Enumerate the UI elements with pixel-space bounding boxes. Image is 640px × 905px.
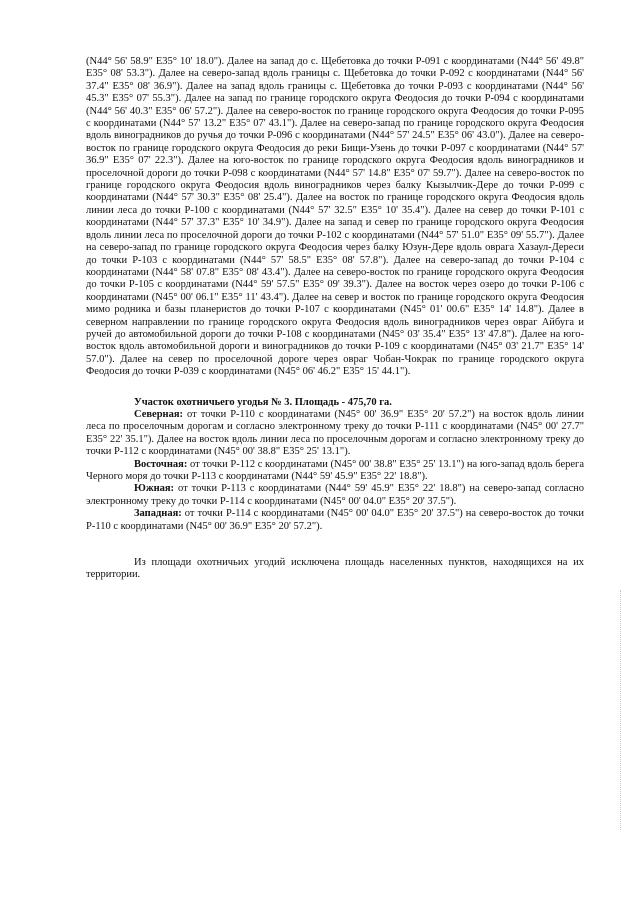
boundary-description-paragraph: (N44° 56' 58.9" E35° 10' 18.0"). Далее на запад до с. Щебетовка до точки Р-091 с координатами (N44° 56' 49.8" E35° 08' 53.3"). Далее на северо-запад вдоль границы с. Щебетовка до точки Р-092 с координатами (N44° 56' 37.4" E35° 08' 36.9"). Далее на запад вдоль границы с. Щебетовка до точки Р-093 с координатами (N44° 56' 45.3" E35° 07' 55.3"). Далее на запад по границе городского округа Феодосия до точки Р-094 с координатами (N44° 56' 40.3" E35° 06' 57.2"). Далее на северо-восток по границе городского округа Феодосия до точки Р-095 с координатами (N44° 57' 13.2" E35° 07' 43.1"). Далее на северо-запад по границе городского округа Феодосия вдоль виноградников до ручья до точки Р-096 с координатами (N44° 57' 24.5" E35° 06' 43.0"). Далее на северо-восток по границе городского округа Феодосия до реки Бищи-Узень до точки Р-097 с координатами (N44° 57' 36.9" E35° 07' 22.3"). Далее на юго-восток по границе городского округа Феодосия вдоль виноградников и проселочной дороги до точки Р-098 с координатами (N44° 57' 14.8" E35° 07' 59.7"). Далее на северо-восток по границе городского округа Феодосия вдоль виноградников через балку Кызылчик-Дере до точки Р-099 с координатами (N44° 57' 30.3" E35° 08' 25.4"). Далее на восток по границе городского округа Феодосия вдоль линии леса до точки Р-100 с координатами (N44° 57' 32.5" E35° 10' 35.4"). Далее на север до точки Р-101 с координатами (N44° 57' 37.3" E35° 10' 34.9"). Далее на запад и север по границе городского округа Феодосия вдоль линии леса по проселочной дороги до точки Р-102 с координатами (N44° 57' 51.0" E35° 09' 55.7"). Далее на северо-запад по границе городского округа Феодосия через балку Юзун-Дере вдоль оврага Хазаул-Дереси до точки Р-103 с координатами (N44° 57' 58.5" E35° 08' 57.8"). Далее на северо-запад до точки Р-104 с координатами (N44° 58' 07.8" E35° 08' 43.4"). Далее на северо-восток по границе городского округа Феодосия до точки Р-105 с координатами (N44° 59' 57.5" E35° 09' 39.3"). Далее на восток через озеро до точки Р-106 с координатами (N45° 00' 06.1" E35° 11' 43.4"). Далее на север и восток по границе городского округа Феодосия мимо родника и базы планеристов до точки Р-107 с координатами (N45° 01' 00.6" E35° 14' 14.8"). Далее в северном направлении по границе городского округа Феодосия вдоль виноградников через овраг Айбуга и ручей до автомобильной дороги до точки Р-108 с координатами (N45° 03' 35.4" E35° 13' 47.8"). Далее на юго-восток вдоль автомобильной дороги и виноградников до точки Р-109 с координатами (N45° 03' 21.7" E35° 14' 57.0"). Далее на север по проселочной дороге через овраг Чобан-Чокрак по границе городского округа Феодосия до точки Р-039 с координатами (N45° 06' 46.2" E35° 15' 44.1"). xyxy=(86,56,584,378)
document-body xyxy=(86,56,584,582)
south-boundary-label: Южная: xyxy=(134,483,175,495)
north-boundary-text: от точки Р-110 с координатами (N45° 00' 36.9" E35° 20' 57.2") на восток вдоль линии леса по проселочным дорогам и согласно электронному треку до точки Р-111 с координатами (N45° 00' 27.7" E35° 22' 35.1"). Далее на восток вдоль линии леса по проселочным дорогам и согласно электронному треку до точки Р-112 с координатами (N45° 00' 38.8" E35° 25' 13.1"). xyxy=(86,408,584,458)
south-boundary-text: от точки Р-113 с координатами (N44° 59' 45.9" E35° 22' 18.8") на северо-запад согласно электронному треку до точки Р-114 с координатами (N45° 00' 04.0" E35° 20' 37.5"). xyxy=(86,483,584,507)
hunting-plot-3-section xyxy=(86,397,584,533)
section-title: Участок охотничьего угодья № 3. Площадь - 475,70 га. xyxy=(134,396,392,408)
south-boundary xyxy=(86,483,584,508)
east-boundary-label: Восточная: xyxy=(134,458,188,470)
east-boundary xyxy=(86,459,584,484)
west-boundary-text: от точки Р-114 с координатами (N45° 00' 04.0" E35° 20' 37.5") на северо-восток до точки Р-110 с координатами (N45° 00' 36.9" E35° 20' 57.2"). xyxy=(86,508,584,532)
closing-paragraph: Из площади охотничьих угодий исключена площадь населенных пунктов, находящихся на их территории. xyxy=(86,557,584,581)
north-boundary xyxy=(86,409,584,459)
east-boundary-text: от точки Р-112 с координатами (N45° 00' 38.8" E35° 25' 13.1") на юго-запад вдоль берега Черного моря до точки Р-113 с координатами (N44° 59' 45.9" E35° 22' 18.8"). xyxy=(86,458,584,482)
west-boundary-label: Западная: xyxy=(134,508,182,520)
west-boundary xyxy=(86,508,584,533)
north-boundary-label: Северная: xyxy=(134,408,184,420)
scan-margin-marks xyxy=(620,590,627,830)
